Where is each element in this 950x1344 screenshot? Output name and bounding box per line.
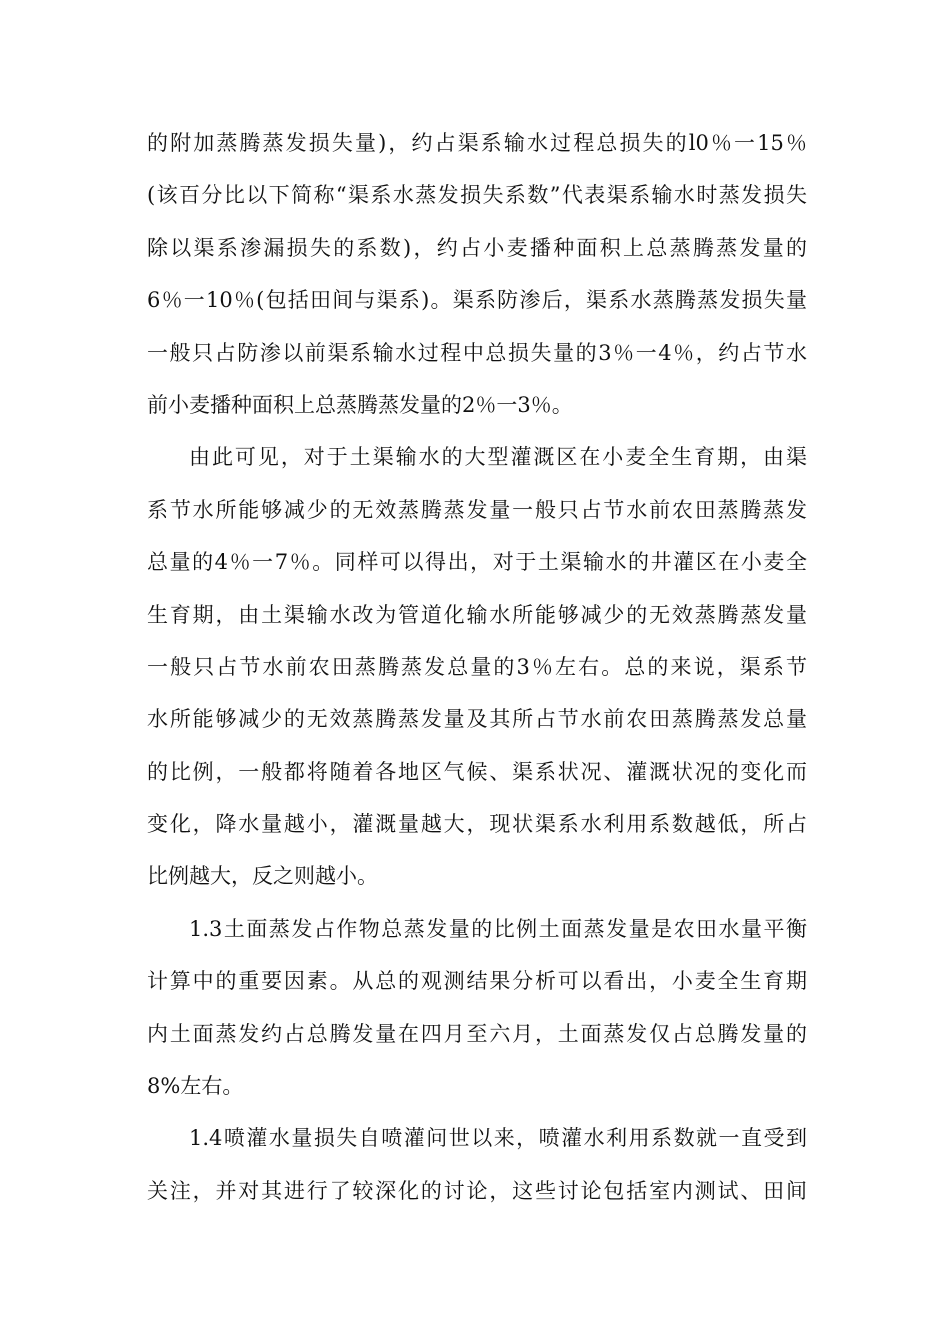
- text-line: 8%左右。: [147, 1074, 244, 1099]
- text-line: 内土面蒸发约占总腾发量在四月至六月，土面蒸发仅占总腾发量的: [147, 1021, 807, 1046]
- text-line: 一般只占防渗以前渠系输水过程中总损失量的3％一4％，约占节水: [147, 340, 807, 365]
- text-line: 总量的4％一7％。同样可以得出，对于土渠输水的井灌区在小麦全: [147, 550, 807, 575]
- text-line: 一般只占节水前农田蒸腾蒸发总量的3％左右。总的来说，渠系节: [147, 654, 807, 679]
- text-line: 关注，并对其进行了较深化的讨论，这些讨论包括室内测试、田间: [147, 1178, 807, 1203]
- text-line: 水所能够减少的无效蒸腾蒸发量及其所占节水前农田蒸腾蒸发总量: [147, 707, 807, 732]
- body-text: [147, 117, 807, 1217]
- text-line: (该百分比以下简称“渠系水蒸发损失系数”代表渠系输水时蒸发损失: [147, 183, 807, 208]
- text-line: 的比例，一般都将随着各地区气候、渠系状况、灌溉状况的变化而: [147, 759, 807, 784]
- text-line: 系节水所能够减少的无效蒸腾蒸发量一般只占节水前农田蒸腾蒸发: [147, 497, 807, 522]
- text-line: 变化，降水量越小，灌溉量越大，现状渠系水利用系数越低，所占: [147, 812, 807, 837]
- text-line: 由此可见，对于土渠输水的大型灌溉区在小麦全生育期，由渠: [189, 445, 807, 470]
- text-line: 1.3土面蒸发占作物总蒸发量的比例土面蒸发量是农田水量平衡: [189, 916, 807, 941]
- text-line: 前小麦播种面积上总蒸腾蒸发量的2％一3％。: [147, 392, 573, 417]
- text-line: 除以渠系渗漏损失的系数)，约占小麦播种面积上总蒸腾蒸发量的: [147, 235, 807, 260]
- text-line: 计算中的重要因素。从总的观测结果分析可以看出，小麦全生育期: [147, 969, 807, 994]
- text-line: 6％一10％(包括田间与渠系)。渠系防渗后，渠系水蒸腾蒸发损失量: [147, 288, 807, 313]
- text-line: 生育期，由土渠输水改为管道化输水所能够减少的无效蒸腾蒸发量: [147, 602, 807, 627]
- text-line: 1.4喷灌水量损失自喷灌问世以来，喷灌水利用系数就一直受到: [189, 1126, 807, 1151]
- text-line: 比例越大，反之则越小。: [147, 864, 378, 889]
- text-line: 的附加蒸腾蒸发损失量)，约占渠系输水过程总损失的l0％一15％: [147, 131, 807, 155]
